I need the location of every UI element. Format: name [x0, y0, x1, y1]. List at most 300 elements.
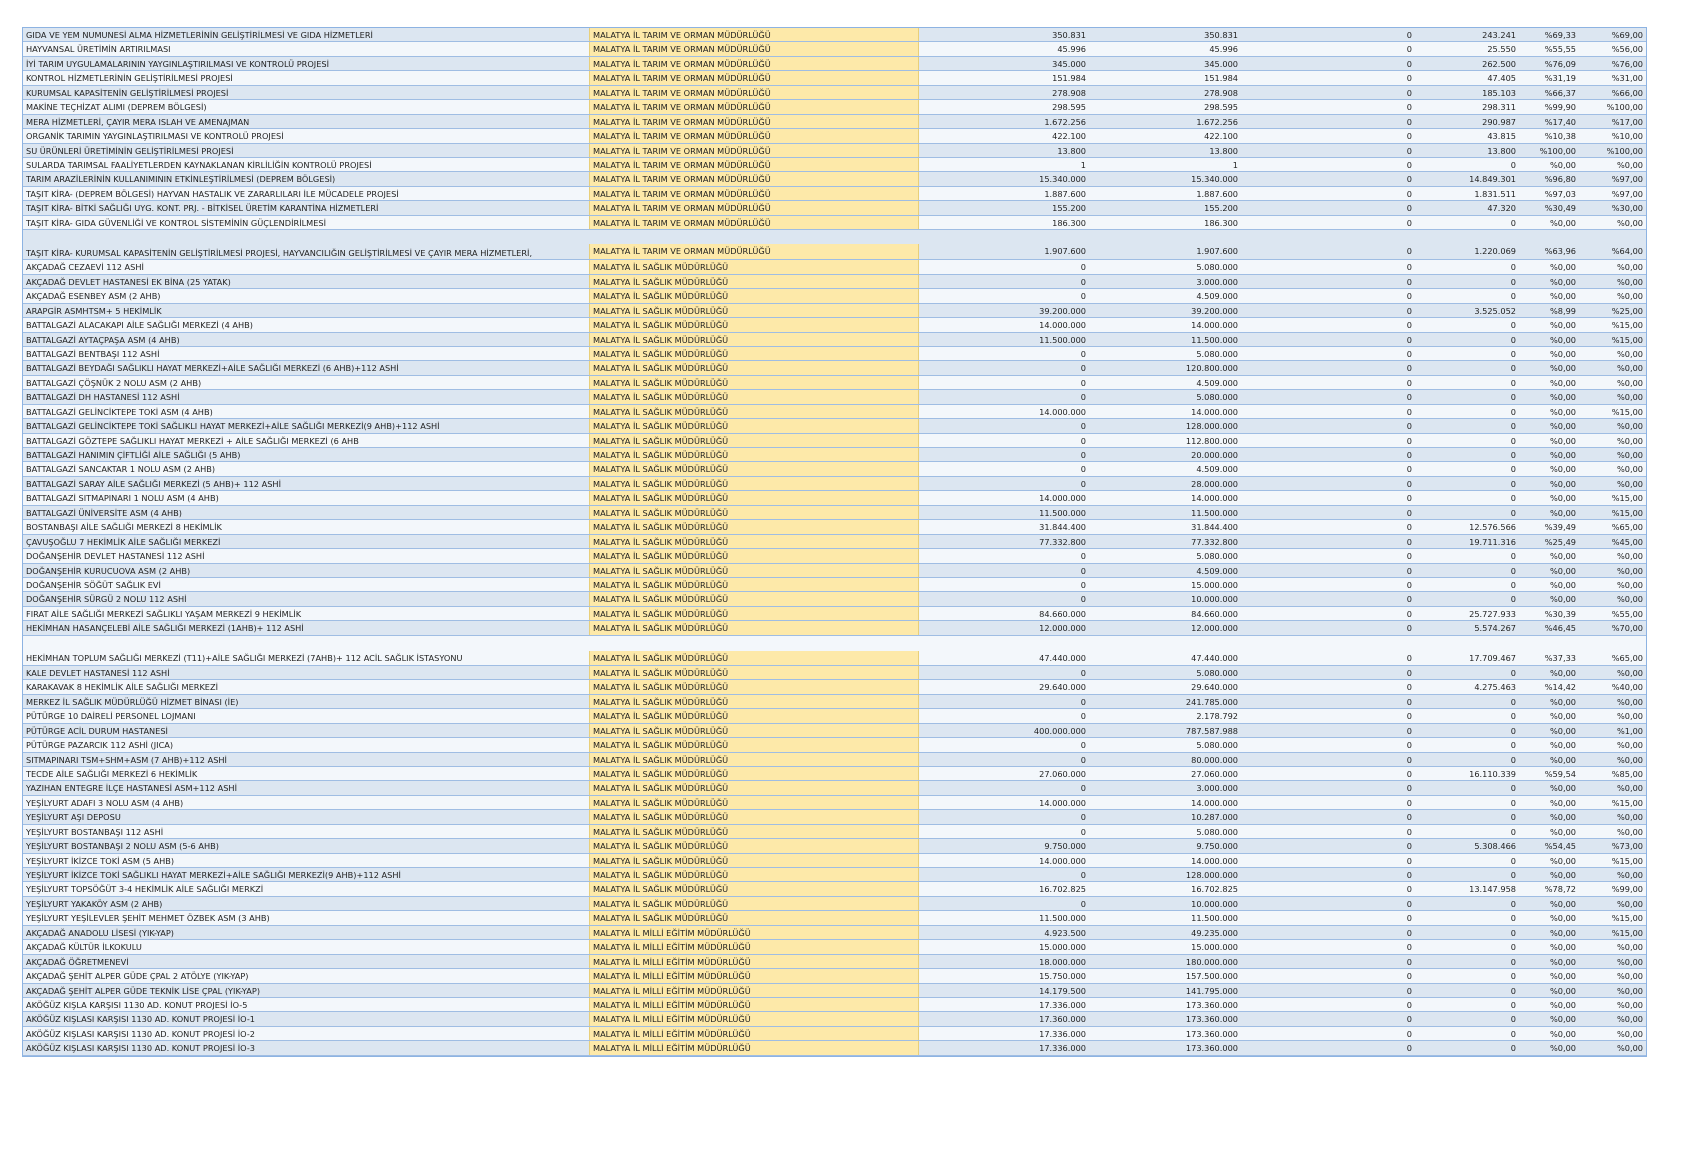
financial-progress-cell: %76,09 — [1544, 58, 1576, 69]
financial-progress-cell: %0,00 — [1549, 392, 1576, 403]
expenditure-prev-cell: 0 — [1406, 1014, 1412, 1025]
allocation-cell: 12.000.000 — [1039, 623, 1086, 634]
physical-progress-cell: %15,00 — [1611, 797, 1643, 808]
expenditure-prev-cell: 0 — [1406, 768, 1412, 779]
physical-progress-cell: %0,00 — [1616, 826, 1643, 837]
project-name-cell: YEŞİLYURT TOPSÖĞÜT 3-4 HEKİMLİK AİLE SAĞLIĞI MERKZİ — [26, 884, 264, 895]
expenditure-cell: 0 — [1510, 942, 1516, 953]
financial-progress-cell: %0,00 — [1549, 159, 1576, 170]
institution-cell: MALATYA İL TARIM VE ORMAN MÜDÜRLÜĞÜ — [589, 187, 919, 200]
expenditure-prev-cell: 0 — [1406, 884, 1412, 895]
expenditure-cell: 0 — [1510, 740, 1516, 751]
physical-progress-cell: %25,00 — [1611, 305, 1643, 316]
expenditure-cell: 47.405 — [1487, 73, 1516, 84]
project-name-cell: TAŞIT KİRA- GIDA GÜVENLİĞİ VE KONTROL SİSTEMİNİN GÜÇLENDİRİLMESİ — [26, 217, 327, 228]
expenditure-cell: 0 — [1510, 913, 1516, 924]
allocation-cell: 17.336.000 — [1039, 1043, 1086, 1054]
table-row — [23, 998, 1646, 1012]
total-cost-cell: 141.795.000 — [1185, 985, 1238, 996]
total-cost-cell: 350.831 — [1204, 30, 1238, 40]
expenditure-cell: 0 — [1510, 363, 1516, 374]
allocation-cell: 47.440.000 — [1039, 652, 1086, 663]
expenditure-prev-cell: 0 — [1406, 507, 1412, 518]
table-row — [23, 969, 1646, 983]
expenditure-prev-cell: 0 — [1406, 536, 1412, 547]
expenditure-cell: 0 — [1510, 999, 1516, 1010]
project-name-cell: BATTALGAZİ BENTBAŞI 112 ASHİ — [26, 348, 160, 359]
financial-progress-cell: %30,49 — [1544, 203, 1576, 214]
allocation-cell: 0 — [1080, 291, 1086, 302]
financial-progress-cell: %0,00 — [1549, 696, 1576, 707]
project-name-cell: ORGANİK TARIMIN YAYGINLAŞTIRILMASI VE KONTROLÜ PROJESİ — [26, 131, 284, 142]
allocation-cell: 0 — [1080, 421, 1086, 432]
table-row — [23, 926, 1646, 940]
institution-cell: MALATYA İL SAĞLIK MÜDÜRLÜĞÜ — [589, 289, 919, 302]
project-name-cell: BATTALGAZİ AYTAÇPAŞA ASM (4 AHB) — [26, 334, 180, 345]
physical-progress-cell: %0,00 — [1616, 812, 1643, 823]
expenditure-cell: 298.311 — [1482, 102, 1516, 113]
allocation-cell: 0 — [1080, 579, 1086, 590]
institution-cell: MALATYA İL MİLLİ EĞİTİM MÜDÜRLÜĞÜ — [589, 955, 919, 968]
allocation-cell: 0 — [1080, 667, 1086, 678]
project-name-cell: DOĞANŞEHİR KURUCUOVA ASM (2 AHB) — [26, 565, 191, 576]
expenditure-prev-cell: 0 — [1406, 999, 1412, 1010]
allocation-cell: 9.750.000 — [1044, 841, 1086, 852]
total-cost-cell: 112.800.000 — [1185, 435, 1238, 446]
expenditure-prev-cell: 0 — [1406, 102, 1412, 113]
total-cost-cell: 5.080.000 — [1196, 740, 1238, 751]
allocation-cell: 345.000 — [1052, 58, 1086, 69]
project-name-cell: TECDE AİLE SAĞLIĞI MERKEZİ 6 HEKİMLİK — [26, 768, 198, 779]
project-name-cell: YAZIHAN ENTEGRE İLÇE HASTANESİ ASM+112 ASHİ — [26, 783, 237, 794]
financial-progress-cell: %0,00 — [1549, 667, 1576, 678]
project-name-cell: BATTALGAZİ GELİNCİKTEPE TOKİ SAĞLIKLI HAYAT MERKEZİ+AİLE SAĞLIĞI MERKEZİ(9 AHB)+112 ASHİ — [26, 421, 440, 432]
total-cost-cell: 298.595 — [1204, 102, 1238, 113]
physical-progress-cell: %15,00 — [1611, 320, 1643, 331]
institution-cell: MALATYA İL MİLLİ EĞİTİM MÜDÜRLÜĞÜ — [589, 940, 919, 953]
physical-progress-cell: %0,00 — [1616, 783, 1643, 794]
financial-progress-cell: %55,55 — [1544, 44, 1576, 55]
project-name-cell: KARAKAVAK 8 HEKİMLİK AİLE SAĞLIĞI MERKEZİ — [26, 682, 219, 693]
total-cost-cell: 14.000.000 — [1191, 406, 1238, 417]
institution-cell: MALATYA İL SAĞLIK MÜDÜRLÜĞÜ — [589, 549, 919, 562]
financial-progress-cell: %0,00 — [1549, 826, 1576, 837]
expenditure-cell: 0 — [1510, 1028, 1516, 1039]
allocation-cell: 15.000.000 — [1039, 942, 1086, 953]
expenditure-cell: 4.275.463 — [1474, 682, 1516, 693]
expenditure-prev-cell: 0 — [1406, 131, 1412, 142]
expenditure-prev-cell: 0 — [1406, 435, 1412, 446]
project-name-cell: BOSTANBAŞI AİLE SAĞLIĞI MERKEZİ 8 HEKİMLİK — [26, 522, 222, 533]
table-row — [23, 767, 1646, 781]
physical-progress-cell: %30,00 — [1611, 203, 1643, 214]
financial-progress-cell: %0,00 — [1549, 1043, 1576, 1054]
total-cost-cell: 151.984 — [1204, 73, 1238, 84]
institution-cell: MALATYA İL SAĞLIK MÜDÜRLÜĞÜ — [589, 275, 919, 288]
financial-progress-cell: %0,00 — [1549, 985, 1576, 996]
expenditure-prev-cell: 0 — [1406, 363, 1412, 374]
total-cost-cell: 3.000.000 — [1196, 783, 1238, 794]
total-cost-cell: 4.509.000 — [1196, 291, 1238, 302]
institution-cell: MALATYA İL MİLLİ EĞİTİM MÜDÜRLÜĞÜ — [589, 926, 919, 939]
financial-progress-cell: %14,42 — [1544, 682, 1576, 693]
expenditure-prev-cell: 0 — [1406, 246, 1412, 257]
project-name-cell: BATTALGAZİ SARAY AİLE SAĞLIĞI MERKEZİ (5 AHB)+ 112 ASHİ — [26, 478, 281, 489]
project-name-cell: YEŞİLYURT BOSTANBAŞI 2 NOLU ASM (5-6 AHB) — [26, 841, 219, 852]
allocation-cell: 14.179.500 — [1039, 985, 1086, 996]
institution-cell: MALATYA İL SAĞLIK MÜDÜRLÜĞÜ — [589, 897, 919, 910]
physical-progress-cell: %0,00 — [1616, 291, 1643, 302]
physical-progress-cell: %0,00 — [1616, 999, 1643, 1010]
institution-cell: MALATYA İL TARIM VE ORMAN MÜDÜRLÜĞÜ — [589, 42, 919, 55]
allocation-cell: 14.000.000 — [1039, 406, 1086, 417]
physical-progress-cell: %97,00 — [1611, 188, 1643, 199]
physical-progress-cell: %85,00 — [1611, 768, 1643, 779]
physical-progress-cell: %76,00 — [1611, 58, 1643, 69]
allocation-cell: 15.340.000 — [1039, 174, 1086, 185]
physical-progress-cell: %0,00 — [1616, 363, 1643, 374]
expenditure-cell: 0 — [1510, 334, 1516, 345]
expenditure-prev-cell: 0 — [1406, 754, 1412, 765]
financial-progress-cell: %0,00 — [1549, 464, 1576, 475]
institution-cell: MALATYA İL MİLLİ EĞİTİM MÜDÜRLÜĞÜ — [589, 1027, 919, 1040]
institution-cell: MALATYA İL SAĞLIK MÜDÜRLÜĞÜ — [589, 695, 919, 708]
total-cost-cell: 29.640.000 — [1191, 682, 1238, 693]
institution-cell: MALATYA İL MİLLİ EĞİTİM MÜDÜRLÜĞÜ — [589, 998, 919, 1011]
total-cost-cell: 241.785.000 — [1185, 696, 1238, 707]
physical-progress-cell: %0,00 — [1616, 971, 1643, 982]
table-row — [23, 230, 1646, 260]
expenditure-cell: 0 — [1510, 450, 1516, 460]
allocation-cell: 155.200 — [1052, 203, 1086, 214]
financial-progress-cell: %0,00 — [1549, 363, 1576, 374]
expenditure-prev-cell: 0 — [1406, 1043, 1412, 1054]
allocation-cell: 0 — [1080, 464, 1086, 475]
project-name-cell: GIDA VE YEM NUMUNESİ ALMA HİZMETLERİNİN GELİŞTİRİLMESİ VE GIDA HİZMETLERİ — [26, 30, 373, 40]
table-row — [23, 984, 1646, 998]
expenditure-prev-cell: 0 — [1406, 44, 1412, 55]
project-name-cell: İYİ TARIM UYGULAMALARININ YAYGINLAŞTIRILMASI VE KONTROLÜ PROJESİ — [26, 58, 329, 69]
institution-cell: MALATYA İL SAĞLIK MÜDÜRLÜĞÜ — [589, 304, 919, 317]
total-cost-cell: 15.000.000 — [1191, 942, 1238, 953]
expenditure-cell: 13.147.958 — [1469, 884, 1516, 895]
total-cost-cell: 11.500.000 — [1191, 913, 1238, 924]
institution-cell: MALATYA İL SAĞLIK MÜDÜRLÜĞÜ — [589, 520, 919, 533]
project-name-cell: AKÇADAĞ ŞEHİT ALPER GÜDE TEKNİK LİSE ÇPAL (YIK-YAP) — [26, 985, 261, 996]
allocation-cell: 14.000.000 — [1039, 493, 1086, 504]
total-cost-cell: 173.360.000 — [1185, 1043, 1238, 1054]
expenditure-prev-cell: 0 — [1406, 262, 1412, 273]
physical-progress-cell: %15,00 — [1611, 493, 1643, 504]
expenditure-cell: 290.987 — [1482, 116, 1516, 127]
physical-progress-cell: %0,00 — [1616, 754, 1643, 765]
project-name-cell: YEŞİLYURT ADAFI 3 NOLU ASM (4 AHB) — [26, 797, 184, 808]
project-name-cell: AKÇADAĞ ANADOLU LİSESİ (YIK-YAP) — [26, 927, 174, 938]
total-cost-cell: 1.672.256 — [1196, 116, 1238, 127]
financial-progress-cell: %8,99 — [1549, 305, 1576, 316]
institution-cell: MALATYA İL SAĞLIK MÜDÜRLÜĞÜ — [589, 651, 919, 665]
expenditure-prev-cell: 0 — [1406, 145, 1412, 156]
financial-progress-cell: %0,00 — [1549, 870, 1576, 880]
expenditure-cell: 0 — [1510, 725, 1516, 736]
expenditure-prev-cell: 0 — [1406, 305, 1412, 316]
project-name-cell: TAŞIT KİRA- KURUMSAL KAPASİTENİN GELİŞTİRİLMESİ PROJESİ, HAYVANCILIĞIN GELİŞTİRİLMESİ VE ÇAYIR MERA HİZMETLERİ, — [26, 247, 533, 258]
table-row — [23, 911, 1646, 925]
project-name-cell: KONTROL HİZMETLERİNİN GELİŞTİRİLMESİ PROJESİ — [26, 73, 233, 84]
allocation-cell: 27.060.000 — [1039, 768, 1086, 779]
institution-cell: MALATYA İL SAĞLIK MÜDÜRLÜĞÜ — [589, 839, 919, 852]
institution-cell: MALATYA İL SAĞLIK MÜDÜRLÜĞÜ — [589, 738, 919, 751]
table-row — [23, 854, 1646, 868]
allocation-cell: 29.640.000 — [1039, 682, 1086, 693]
financial-progress-cell: %0,00 — [1549, 1028, 1576, 1039]
total-cost-cell: 1 — [1232, 159, 1238, 170]
project-name-cell: BATTALGAZİ BEYDAĞI SAĞLIKLI HAYAT MERKEZİ+AİLE SAĞLIĞI MERKEZİ (6 AHB)+112 ASHİ — [26, 363, 399, 374]
expenditure-prev-cell: 0 — [1406, 174, 1412, 185]
financial-progress-cell: %0,00 — [1549, 421, 1576, 432]
expenditure-cell: 0 — [1510, 927, 1516, 938]
physical-progress-cell: %17,00 — [1611, 116, 1643, 127]
physical-progress-cell: %0,00 — [1616, 594, 1643, 605]
institution-cell: MALATYA İL SAĞLIK MÜDÜRLÜĞÜ — [589, 390, 919, 403]
allocation-cell: 0 — [1080, 565, 1086, 576]
total-cost-cell: 16.702.825 — [1191, 884, 1238, 895]
physical-progress-cell: %0,00 — [1616, 464, 1643, 475]
physical-progress-cell: %73,00 — [1611, 841, 1643, 852]
allocation-cell: 31.844.400 — [1039, 522, 1086, 533]
project-name-cell: AKÇADAĞ ÖĞRETMENEVİ — [26, 956, 129, 967]
physical-progress-cell: %66,00 — [1611, 87, 1643, 98]
expenditure-cell: 0 — [1510, 551, 1516, 562]
expenditure-prev-cell: 0 — [1406, 551, 1412, 562]
financial-progress-cell: %37,33 — [1544, 652, 1576, 663]
total-cost-cell: 128.000.000 — [1185, 870, 1238, 880]
expenditure-cell: 47.320 — [1487, 203, 1516, 214]
physical-progress-cell: %0,00 — [1616, 579, 1643, 590]
institution-cell: MALATYA İL SAĞLIK MÜDÜRLÜĞÜ — [589, 535, 919, 548]
expenditure-prev-cell: 0 — [1406, 73, 1412, 84]
expenditure-cell: 0 — [1510, 421, 1516, 432]
expenditure-cell: 12.576.566 — [1469, 522, 1516, 533]
table-row — [23, 636, 1646, 666]
physical-progress-cell: %0,00 — [1616, 956, 1643, 967]
table-row — [23, 477, 1646, 491]
project-name-cell: YEŞİLYURT AŞI DEPOSU — [26, 812, 121, 823]
total-cost-cell: 15.340.000 — [1191, 174, 1238, 185]
expenditure-prev-cell: 0 — [1406, 421, 1412, 432]
project-name-cell: BATTALGAZİ SITMAPINARI 1 NOLU ASM (4 AHB) — [26, 493, 219, 504]
table-row — [23, 810, 1646, 824]
project-name-cell: TAŞIT KİRA- BİTKİ SAĞLIĞI UYG. KONT. PRJ. - BİTKİSEL ÜRETİM KARANTİNA HİZMETLERİ — [26, 203, 379, 214]
financial-progress-cell: %63,96 — [1544, 246, 1576, 257]
physical-progress-cell: %0,00 — [1616, 1043, 1643, 1054]
financial-progress-cell: %0,00 — [1549, 579, 1576, 590]
expenditure-prev-cell: 0 — [1406, 696, 1412, 707]
total-cost-cell: 14.000.000 — [1191, 855, 1238, 866]
institution-cell: MALATYA İL SAĞLIK MÜDÜRLÜĞÜ — [589, 781, 919, 794]
expenditure-prev-cell: 0 — [1406, 188, 1412, 199]
expenditure-cell: 0 — [1510, 507, 1516, 518]
institution-cell: MALATYA İL SAĞLIK MÜDÜRLÜĞÜ — [589, 405, 919, 418]
expenditure-cell: 0 — [1510, 565, 1516, 576]
allocation-cell: 0 — [1080, 826, 1086, 837]
project-name-cell: AKÖĞÜZ KIŞLA KARŞISI 1130 AD. KONUT PROJESİ İO-5 — [26, 999, 248, 1010]
expenditure-cell: 0 — [1510, 1014, 1516, 1025]
table-row — [23, 564, 1646, 578]
allocation-cell: 17.336.000 — [1039, 999, 1086, 1010]
total-cost-cell: 4.509.000 — [1196, 377, 1238, 388]
total-cost-cell: 120.800.000 — [1185, 363, 1238, 374]
expenditure-prev-cell: 0 — [1406, 652, 1412, 663]
financial-progress-cell: %0,00 — [1549, 217, 1576, 228]
total-cost-cell: 13.800 — [1209, 145, 1238, 156]
total-cost-cell: 345.000 — [1204, 58, 1238, 69]
total-cost-cell: 11.500.000 — [1191, 334, 1238, 345]
table-row — [23, 462, 1646, 476]
financial-progress-cell: %0,00 — [1549, 551, 1576, 562]
table-row — [23, 868, 1646, 882]
financial-progress-cell: %78,72 — [1544, 884, 1576, 895]
physical-progress-cell: %1,00 — [1616, 725, 1643, 736]
physical-progress-cell: %0,00 — [1616, 942, 1643, 953]
allocation-cell: 17.336.000 — [1039, 1028, 1086, 1039]
financial-progress-cell: %0,00 — [1549, 478, 1576, 489]
allocation-cell: 77.332.800 — [1039, 536, 1086, 547]
physical-progress-cell: %0,00 — [1616, 711, 1643, 722]
expenditure-prev-cell: 0 — [1406, 812, 1412, 823]
expenditure-prev-cell: 0 — [1406, 203, 1412, 214]
expenditure-prev-cell: 0 — [1406, 985, 1412, 996]
financial-progress-cell: %0,00 — [1549, 435, 1576, 446]
physical-progress-cell: %0,00 — [1616, 478, 1643, 489]
expenditure-prev-cell: 0 — [1406, 392, 1412, 403]
table-row — [23, 347, 1646, 361]
physical-progress-cell: %15,00 — [1611, 927, 1643, 938]
financial-progress-cell: %0,00 — [1549, 348, 1576, 359]
allocation-cell: 14.000.000 — [1039, 855, 1086, 866]
table-row — [23, 71, 1646, 85]
physical-progress-cell: %0,00 — [1616, 392, 1643, 403]
expenditure-prev-cell: 0 — [1406, 841, 1412, 852]
project-name-cell: TAŞIT KİRA- (DEPREM BÖLGESİ) HAYVAN HASTALIK VE ZARARLILARI İLE MÜCADELE PROJESİ — [26, 188, 399, 199]
institution-cell: MALATYA İL TARIM VE ORMAN MÜDÜRLÜĞÜ — [589, 57, 919, 70]
total-cost-cell: 1.907.600 — [1196, 246, 1238, 257]
project-name-cell: BATTALGAZİ ALACAKAPI AİLE SAĞLIĞI MERKEZİ (4 AHB) — [26, 320, 253, 331]
project-name-cell: YEŞİLYURT BOSTANBAŞI 112 ASHİ — [26, 826, 164, 837]
institution-cell: MALATYA İL MİLLİ EĞİTİM MÜDÜRLÜĞÜ — [589, 969, 919, 982]
institution-cell: MALATYA İL SAĞLIK MÜDÜRLÜĞÜ — [589, 825, 919, 838]
institution-cell: MALATYA İL MİLLİ EĞİTİM MÜDÜRLÜĞÜ — [589, 1041, 919, 1054]
expenditure-cell: 262.500 — [1482, 58, 1516, 69]
institution-cell: MALATYA İL TARIM VE ORMAN MÜDÜRLÜĞÜ — [589, 129, 919, 142]
allocation-cell: 39.200.000 — [1039, 305, 1086, 316]
total-cost-cell: 39.200.000 — [1191, 305, 1238, 316]
project-name-cell: KALE DEVLET HASTANESİ 112 ASHİ — [26, 667, 170, 678]
table-row — [23, 86, 1646, 100]
financial-progress-cell: %99,90 — [1544, 102, 1576, 113]
expenditure-cell: 0 — [1510, 406, 1516, 417]
table-row — [23, 695, 1646, 709]
allocation-cell: 350.831 — [1052, 30, 1086, 40]
total-cost-cell: 4.509.000 — [1196, 565, 1238, 576]
financial-progress-cell: %100,00 — [1539, 145, 1576, 156]
expenditure-prev-cell: 0 — [1406, 320, 1412, 331]
expenditure-cell: 0 — [1510, 276, 1516, 287]
expenditure-cell: 0 — [1510, 711, 1516, 722]
institution-cell: MALATYA İL SAĞLIK MÜDÜRLÜĞÜ — [589, 882, 919, 895]
expenditure-prev-cell: 0 — [1406, 276, 1412, 287]
table-row — [23, 753, 1646, 767]
project-name-cell: YEŞİLYURT YEŞİLEVLER ŞEHİT MEHMET ÖZBEK ASM (3 AHB) — [26, 913, 270, 924]
project-name-cell: YEŞİLYURT YAKAKÖY ASM (2 AHB) — [26, 898, 163, 909]
allocation-cell: 11.500.000 — [1039, 507, 1086, 518]
financial-progress-cell: %0,00 — [1549, 377, 1576, 388]
financial-progress-cell: %54,45 — [1544, 841, 1576, 852]
project-name-cell: BATTALGAZİ SANCAKTAR 1 NOLU ASM (2 AHB) — [26, 464, 216, 475]
financial-progress-cell: %0,00 — [1549, 711, 1576, 722]
allocation-cell: 0 — [1080, 754, 1086, 765]
expenditure-cell: 0 — [1510, 478, 1516, 489]
physical-progress-cell: %65,00 — [1611, 652, 1643, 663]
expenditure-cell: 0 — [1510, 985, 1516, 996]
financial-progress-cell: %0,00 — [1549, 725, 1576, 736]
physical-progress-cell: %100,00 — [1606, 145, 1643, 156]
physical-progress-cell: %0,00 — [1616, 276, 1643, 287]
allocation-cell: 0 — [1080, 392, 1086, 403]
allocation-cell: 0 — [1080, 551, 1086, 562]
physical-progress-cell: %40,00 — [1611, 682, 1643, 693]
total-cost-cell: 10.000.000 — [1191, 898, 1238, 909]
physical-progress-cell: %56,00 — [1611, 44, 1643, 55]
institution-cell: MALATYA İL SAĞLIK MÜDÜRLÜĞÜ — [589, 376, 919, 389]
financial-progress-cell: %0,00 — [1549, 913, 1576, 924]
expenditure-cell: 5.308.466 — [1474, 841, 1516, 852]
total-cost-cell: 14.000.000 — [1191, 320, 1238, 331]
expenditure-cell: 0 — [1510, 696, 1516, 707]
financial-progress-cell: %0,00 — [1549, 334, 1576, 345]
table-row — [23, 796, 1646, 810]
table-row — [23, 1027, 1646, 1041]
institution-cell: MALATYA İL SAĞLIK MÜDÜRLÜĞÜ — [589, 621, 919, 634]
project-name-cell: AKÇADAĞ DEVLET HASTANESİ EK BİNA (25 YATAK) — [26, 276, 231, 287]
financial-progress-cell: %0,00 — [1549, 276, 1576, 287]
total-cost-cell: 2.178.792 — [1196, 711, 1238, 722]
expenditure-cell: 0 — [1510, 797, 1516, 808]
total-cost-cell: 84.660.000 — [1191, 608, 1238, 619]
financial-progress-cell: %0,00 — [1549, 999, 1576, 1010]
project-name-cell: KURUMSAL KAPASİTENİN GELİŞTİRİLMESİ PROJESİ — [26, 87, 229, 98]
allocation-cell: 0 — [1080, 435, 1086, 446]
allocation-cell: 400.000.000 — [1033, 725, 1086, 736]
financial-progress-cell: %0,00 — [1549, 942, 1576, 953]
physical-progress-cell: %15,00 — [1611, 334, 1643, 345]
physical-progress-cell: %55,00 — [1611, 608, 1643, 619]
physical-progress-cell: %0,00 — [1616, 696, 1643, 707]
allocation-cell: 13.800 — [1057, 145, 1086, 156]
expenditure-cell: 0 — [1510, 493, 1516, 504]
financial-progress-cell: %59,54 — [1544, 768, 1576, 779]
expenditure-cell: 19.711.316 — [1469, 536, 1516, 547]
financial-progress-cell: %46,45 — [1544, 623, 1576, 634]
institution-cell: MALATYA İL MİLLİ EĞİTİM MÜDÜRLÜĞÜ — [589, 1012, 919, 1025]
institution-cell: MALATYA İL SAĞLIK MÜDÜRLÜĞÜ — [589, 448, 919, 461]
physical-progress-cell: %0,00 — [1616, 898, 1643, 909]
project-name-cell: PÜTÜRGE 10 DAİRELİ PERSONEL LOJMANI — [26, 711, 196, 722]
project-name-cell: FIRAT AİLE SAĞLIĞI MERKEZİ SAĞLIKLI YAŞAM MERKEZİ 9 HEKİMLİK — [26, 608, 302, 619]
physical-progress-cell: %0,00 — [1616, 1028, 1643, 1039]
table-row — [23, 491, 1646, 505]
expenditure-cell: 0 — [1510, 291, 1516, 302]
